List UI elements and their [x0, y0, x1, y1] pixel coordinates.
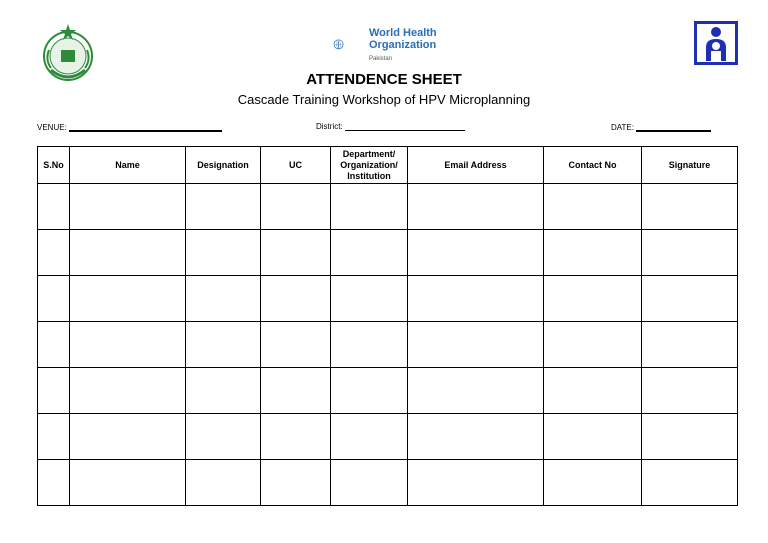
col-header-uc: UC: [261, 147, 331, 184]
col-header-sno: S.No: [38, 147, 70, 184]
cell-name[interactable]: [70, 414, 186, 460]
table-row: [38, 414, 738, 460]
col-header-email: Email Address: [408, 147, 544, 184]
cell-signature[interactable]: [642, 322, 738, 368]
cell-signature[interactable]: [642, 230, 738, 276]
district-field: [316, 122, 465, 131]
cell-sno[interactable]: [38, 184, 70, 230]
cell-name[interactable]: [70, 460, 186, 506]
cell-name[interactable]: [70, 230, 186, 276]
who-name-line2: Organization: [369, 39, 437, 51]
cell-designation[interactable]: [186, 368, 261, 414]
cell-uc[interactable]: [261, 460, 331, 506]
cell-email[interactable]: [408, 184, 544, 230]
who-emblem-icon: [333, 24, 367, 68]
col-header-designation: Designation: [186, 147, 261, 184]
table-row: [38, 460, 738, 506]
district-blank[interactable]: [345, 122, 465, 131]
mother-child-logo-icon: [694, 21, 738, 65]
cell-email[interactable]: [408, 322, 544, 368]
table-row: [38, 230, 738, 276]
table-row: [38, 276, 738, 322]
cell-designation[interactable]: [186, 230, 261, 276]
cell-contact[interactable]: [544, 230, 642, 276]
venue-blank[interactable]: [69, 122, 222, 132]
table-row: [38, 184, 738, 230]
cell-designation[interactable]: [186, 184, 261, 230]
col-header-contact: Contact No: [544, 147, 642, 184]
cell-name[interactable]: [70, 322, 186, 368]
col-header-department: Department/ Organization/ Institution: [331, 147, 408, 184]
page-title: ATTENDENCE SHEET: [306, 71, 462, 88]
cell-signature[interactable]: [642, 414, 738, 460]
cell-uc[interactable]: [261, 230, 331, 276]
cell-department[interactable]: [331, 460, 408, 506]
cell-signature[interactable]: [642, 368, 738, 414]
cell-department[interactable]: [331, 230, 408, 276]
cell-name[interactable]: [70, 184, 186, 230]
cell-signature[interactable]: [642, 276, 738, 322]
cell-department[interactable]: [331, 184, 408, 230]
cell-email[interactable]: [408, 460, 544, 506]
cell-designation[interactable]: [186, 460, 261, 506]
cell-sno[interactable]: [38, 368, 70, 414]
page-subtitle: Cascade Training Workshop of HPV Microplanning: [237, 92, 531, 107]
col-header-signature: Signature: [642, 147, 738, 184]
attendance-table: [37, 146, 738, 506]
cell-designation[interactable]: [186, 322, 261, 368]
cell-department[interactable]: [331, 322, 408, 368]
cell-contact[interactable]: [544, 322, 642, 368]
who-name-line1: World Health: [369, 27, 437, 39]
cell-contact[interactable]: [544, 276, 642, 322]
cell-contact[interactable]: [544, 460, 642, 506]
cell-department[interactable]: [331, 414, 408, 460]
table-row: [38, 322, 738, 368]
cell-sno[interactable]: [38, 276, 70, 322]
date-label: DATE:: [611, 123, 634, 132]
col-header-name: Name: [70, 147, 186, 184]
attendance-table-body: [38, 184, 738, 506]
cell-email[interactable]: [408, 368, 544, 414]
table-header-row: [38, 147, 738, 184]
cell-uc[interactable]: [261, 322, 331, 368]
cell-name[interactable]: [70, 276, 186, 322]
cell-name[interactable]: [70, 368, 186, 414]
cell-uc[interactable]: [261, 414, 331, 460]
cell-designation[interactable]: [186, 414, 261, 460]
district-label: District:: [316, 122, 343, 131]
cell-sno[interactable]: [38, 414, 70, 460]
cell-department[interactable]: [331, 276, 408, 322]
cell-contact[interactable]: [544, 414, 642, 460]
venue-label: VENUE:: [37, 123, 67, 132]
cell-signature[interactable]: [642, 184, 738, 230]
cell-uc[interactable]: [261, 368, 331, 414]
cell-email[interactable]: [408, 276, 544, 322]
cell-designation[interactable]: [186, 276, 261, 322]
cell-email[interactable]: [408, 230, 544, 276]
table-row: [38, 368, 738, 414]
cell-uc[interactable]: [261, 184, 331, 230]
cell-sno[interactable]: [38, 322, 70, 368]
date-blank[interactable]: [636, 122, 711, 132]
who-logo-text: [369, 27, 437, 65]
cell-uc[interactable]: [261, 276, 331, 322]
cell-department[interactable]: [331, 368, 408, 414]
cell-sno[interactable]: [38, 230, 70, 276]
cell-contact[interactable]: [544, 368, 642, 414]
cell-signature[interactable]: [642, 460, 738, 506]
cell-email[interactable]: [408, 414, 544, 460]
venue-field: [37, 122, 222, 132]
date-field: [611, 122, 711, 132]
who-country: Pakistan: [369, 56, 393, 62]
cell-contact[interactable]: [544, 184, 642, 230]
cell-sno[interactable]: [38, 460, 70, 506]
